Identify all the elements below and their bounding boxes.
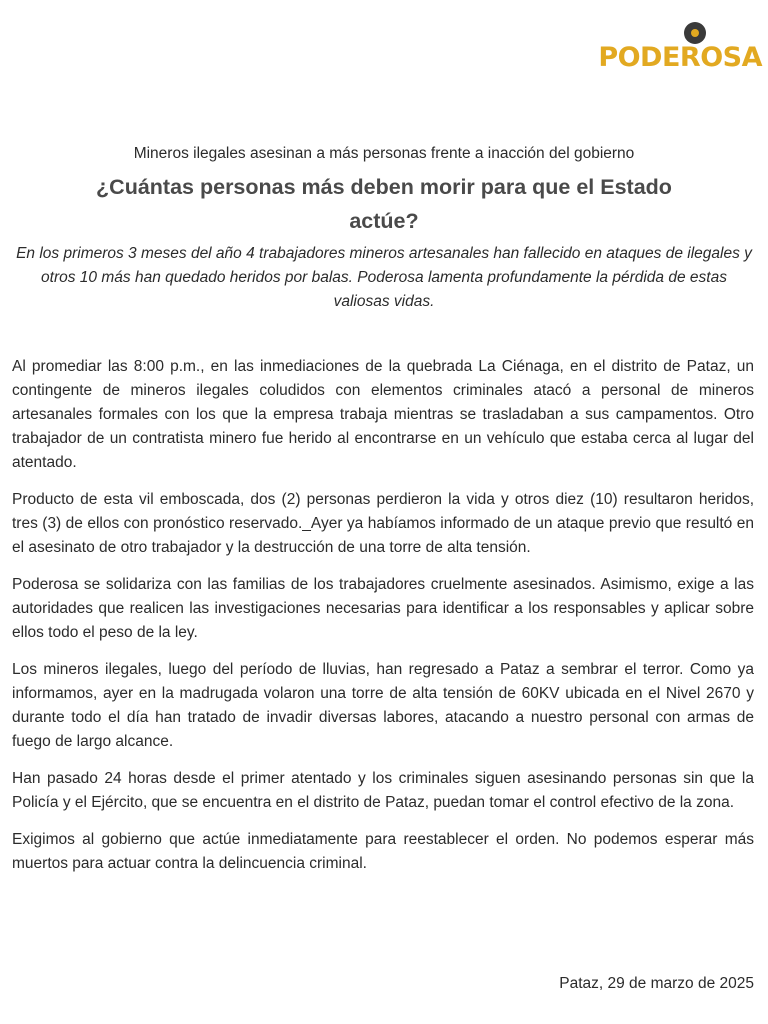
paragraph-1: Al promediar las 8:00 p.m., en las inmediaciones de la quebrada La Ciénaga, en el distrito de Pataz, un contingente de mineros ilegales coludidos con elementos criminales atacó a personal de mineros artesanales formales con los que la empresa trabaja mientras se trasladaban a sus campamentos. Otro trabajador de un contratista minero fue herido al encontrarse en un vehículo que estaba cerca al lugar del atentado. — [12, 358, 754, 471]
paragraph-3: Poderosa se solidariza con las familias de los trabajadores cruelmente asesinados. Asimismo, exige a las autoridades que realicen las investigaciones necesarias para identificar a los responsables y aplicar sobre ellos todo el peso de la ley. — [12, 576, 754, 641]
logo-wordmark: PODEROSA — [598, 42, 762, 73]
poderosa-logo — [572, 22, 762, 78]
signoff-date: Pataz, 29 de marzo de 2025 — [559, 975, 754, 992]
body-text — [12, 355, 754, 889]
lead-paragraph: En los primeros 3 meses del año 4 trabajadores mineros artesanales han fallecido en ataques de ilegales y otros 10 más han quedado heridos por balas. Poderosa lamenta profundamente la pérdida de estas valiosas vidas. — [16, 245, 752, 310]
paragraph-2: Producto de esta vil emboscada, dos (2) personas perdieron la vida y otros diez (10) resultaron heridos, tres (3) de ellos con pronóstico reservado._Ayer ya habíamos informado de un ataque previo que resultó en el asesinato de otro trabajador y la destrucción de una torre de alta tensión. — [12, 491, 754, 556]
paragraph-5: Han pasado 24 horas desde el primer atentado y los criminales siguen asesinando personas sin que la Policía y el Ejército, que se encuentra en el distrito de Pataz, puedan tomar el control efectivo de la zona. — [12, 770, 754, 811]
headline: ¿Cuántas personas más deben morir para que el Estado actúe? — [96, 175, 672, 233]
logo-mark-icon — [684, 22, 706, 44]
kicker: Mineros ilegales asesinan a más personas frente a inacción del gobierno — [133, 145, 635, 162]
paragraph-6: Exigimos al gobierno que actúe inmediatamente para reestablecer el orden. No podemos esperar más muertos para actuar contra la delincuencia criminal. — [12, 831, 754, 872]
paragraph-4: Los mineros ilegales, luego del período de lluvias, han regresado a Pataz a sembrar el terror. Como ya informamos, ayer en la madrugada volaron una torre de alta tensión de 60KV ubicada en el Nivel 2670 y durante todo el día han tratado de invadir diversas labores, atacando a nuestro personal con armas de fuego de largo alcance. — [12, 661, 754, 750]
